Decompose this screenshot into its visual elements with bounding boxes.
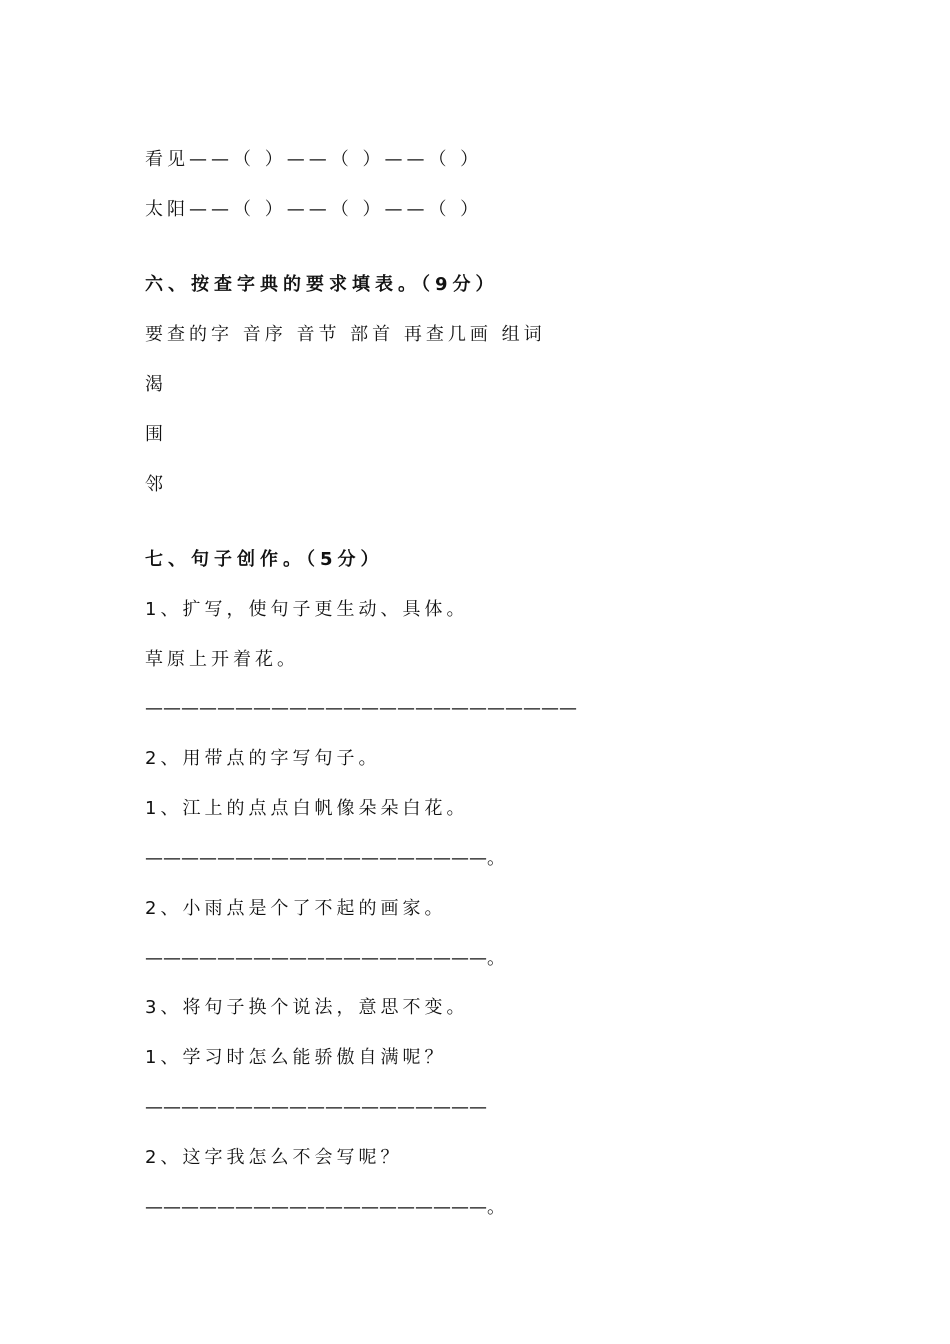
chain-row-taiyang: 太阳——（ ）——（ ）——（ ） [145, 199, 483, 220]
q2-title: 2、用带点的字写句子。 [145, 748, 381, 769]
q3-item-1: 1、学习时怎么能骄傲自满呢？ [145, 1047, 447, 1068]
q2-item-1-answer-line: ———————————————————。 [145, 848, 505, 869]
q1-sentence: 草原上开着花。 [145, 649, 299, 670]
section-six-title: 六、按查字典的要求填表。（9分） [145, 274, 499, 295]
dictionary-char-wei: 围 [145, 424, 167, 445]
dictionary-table-header: 要查的字 音序 音节 部首 再查几画 组词 [145, 324, 546, 345]
q2-item-2-answer-line: ———————————————————。 [145, 948, 505, 969]
q3-item-2: 2、这字我怎么不会写呢？ [145, 1147, 403, 1168]
chain-row-kanjian: 看见——（ ）——（ ）——（ ） [145, 149, 483, 170]
q1-answer-line: ———————————————————————— [145, 698, 577, 719]
q2-item-1: 1、江上的点点白帆像朵朵白花。 [145, 798, 469, 819]
q1-title: 1、扩写，使句子更生动、具体。 [145, 599, 469, 620]
dictionary-char-ke: 渴 [145, 374, 167, 395]
dictionary-char-lin: 邻 [145, 474, 167, 495]
section-seven-title: 七、句子创作。（5分） [145, 549, 384, 570]
q3-title: 3、将句子换个说法，意思不变。 [145, 997, 469, 1018]
q3-item-2-answer-line: ———————————————————。 [145, 1197, 505, 1218]
q3-item-1-answer-line: ——————————————————— [145, 1097, 487, 1118]
q2-item-2: 2、小雨点是个了不起的画家。 [145, 898, 447, 919]
